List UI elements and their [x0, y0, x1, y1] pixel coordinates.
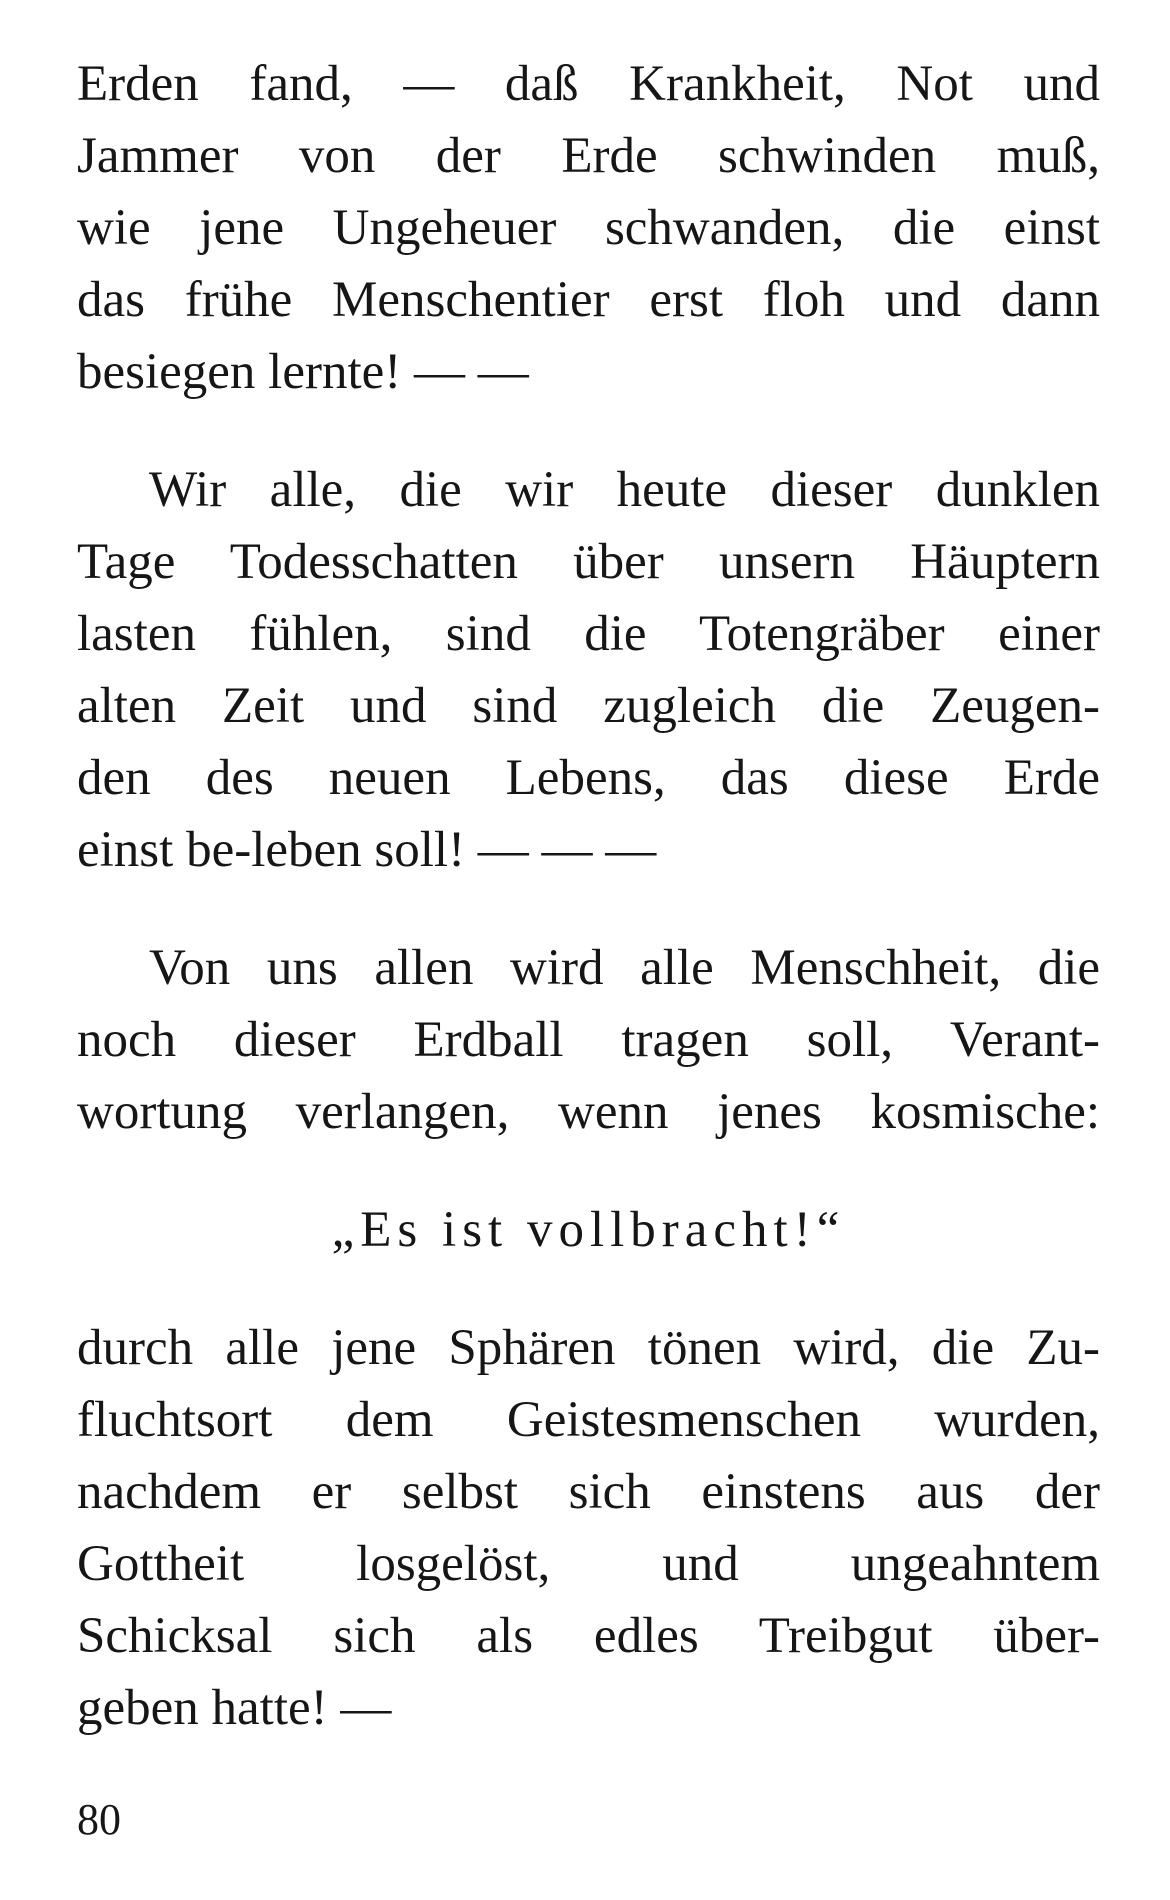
- text-line: den des neuen Lebens, das diese Erde: [77, 750, 1100, 806]
- text-line: einst be-leben soll! — — —: [77, 822, 657, 878]
- text-line: durch alle jene Sphären tönen wird, die Zu-: [77, 1320, 1100, 1376]
- text-line: nachdem er selbst sich einstens aus der: [77, 1464, 1100, 1520]
- text-line: Schicksal sich als edles Treibgut über-: [77, 1608, 1100, 1664]
- text-line: das frühe Menschentier erst floh und dann: [77, 272, 1100, 328]
- text-line: noch dieser Erdball tragen soll, Verant-: [77, 1012, 1100, 1068]
- paragraph-spacer: [77, 408, 1100, 454]
- text-line: Von uns allen wird alle Menschheit, die: [149, 940, 1100, 996]
- text-line: fluchtsort dem Geistesmenschen wurden,: [77, 1392, 1100, 1448]
- closing-paragraph: [77, 1312, 1100, 1744]
- page-number: 80: [77, 1795, 121, 1844]
- text-line: Tage Todesschatten über unsern Häuptern: [77, 534, 1100, 590]
- text-line: Jammer von der Erde schwinden muß,: [77, 128, 1100, 184]
- text-line: geben hatte! —: [77, 1680, 392, 1736]
- paragraph-spacer: [77, 886, 1100, 932]
- text-line: Wir alle, die wir heute dieser dunklen: [149, 462, 1100, 518]
- paragraph-1: [77, 48, 1100, 408]
- centered-quote: „Es ist vollbracht!“: [331, 1202, 846, 1258]
- text-line: Erden fand, — daß Krankheit, Not und: [77, 56, 1100, 112]
- paragraph-3: [77, 932, 1100, 1148]
- text-line: Gottheit losgelöst, und ungeahntem: [77, 1536, 1100, 1592]
- text-line: besiegen lernte! — —: [77, 344, 529, 400]
- text-line: alten Zeit und sind zugleich die Zeugen-: [77, 678, 1100, 734]
- text-line: wortung verlangen, wenn jenes kosmische:: [77, 1084, 1100, 1140]
- book-page: [77, 48, 1100, 1744]
- text-line: lasten fühlen, sind die Totengräber einer: [77, 606, 1100, 662]
- paragraph-2: [77, 454, 1100, 886]
- paragraph-spacer: [77, 1148, 1100, 1194]
- paragraph-spacer: [77, 1266, 1100, 1312]
- text-line: wie jene Ungeheuer schwanden, die einst: [77, 200, 1100, 256]
